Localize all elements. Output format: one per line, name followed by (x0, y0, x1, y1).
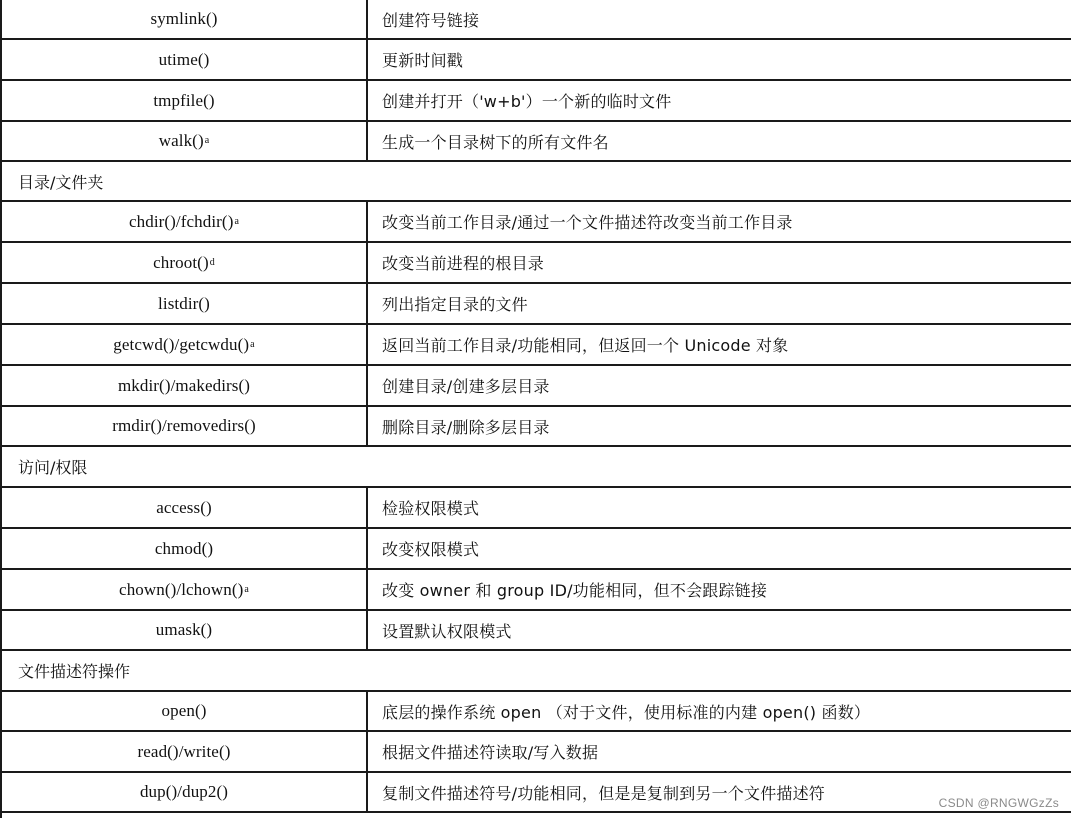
table-row (2, 122, 1071, 162)
function-name-cell: chroot() d (153, 252, 215, 272)
section-label: 访问/权限 (18, 458, 88, 477)
function-name-cell (2, 0, 366, 38)
function-name-cell (2, 732, 366, 771)
function-description: 设置默认权限模式 (382, 621, 512, 641)
section-header-row (2, 651, 1071, 692)
function-name-cell: getcwd()/getcwdu() a (113, 334, 255, 354)
function-name: utime() (158, 49, 210, 69)
function-name: listdir() (158, 293, 210, 313)
table-row (2, 0, 1071, 40)
table-row (2, 284, 1071, 325)
function-description: 复制文件描述符号/功能相同，但是是复制到另一个文件描述符 (382, 783, 825, 803)
column-divider (366, 81, 368, 120)
column-divider (366, 732, 368, 771)
table-row (2, 325, 1071, 366)
function-description: 创建并打开（'w+b'）一个新的临时文件 (382, 92, 672, 111)
function-name-cell (2, 40, 366, 79)
function-name-cell (2, 284, 366, 323)
watermark: CSDN @RNGWGzZs (938, 796, 1059, 810)
function-description: 底层的操作系统 open （对于文件，使用标准的内建 open() 函数） (382, 702, 871, 722)
function-description: 列出指定目录的文件 (382, 295, 528, 314)
column-divider (366, 570, 368, 609)
table-row (2, 407, 1071, 447)
column-divider (366, 773, 368, 811)
column-divider (366, 529, 368, 568)
function-name-cell (2, 366, 366, 405)
table-row (2, 570, 1071, 611)
function-description: 根据文件描述符读取/写入数据 (382, 743, 599, 762)
table-row (2, 243, 1071, 284)
function-description: 返回当前工作目录/功能相同，但返回一个 Unicode 对象 (382, 336, 789, 355)
function-description: 生成一个目录树下的所有文件名 (382, 132, 609, 152)
table-row (2, 40, 1071, 81)
section-label: 目录/文件夹 (18, 172, 104, 192)
function-name: chroot() (153, 252, 209, 272)
table-row (2, 611, 1071, 651)
function-description: 更新时间戳 (382, 51, 464, 70)
function-name-cell (2, 611, 366, 649)
function-name: open() (161, 701, 207, 720)
function-description: 改变权限模式 (382, 540, 480, 559)
column-divider (366, 692, 368, 730)
function-name: tmpfile() (153, 90, 215, 110)
function-name: read()/write() (137, 741, 231, 761)
function-name: access() (156, 497, 212, 517)
function-description: 检验权限模式 (382, 499, 480, 518)
function-name: umask() (155, 620, 213, 639)
function-name: chdir()/fchdir() (128, 211, 234, 231)
function-description: 改变当前工作目录/通过一个文件描述符改变当前工作目录 (382, 213, 793, 232)
function-name: getcwd()/getcwdu() (113, 334, 250, 354)
column-divider (366, 40, 368, 79)
function-description: 删除目录/删除多层目录 (382, 417, 550, 437)
table-row (2, 202, 1071, 243)
function-name-cell (2, 81, 366, 120)
function-name: chmod() (154, 538, 214, 558)
column-divider (366, 122, 368, 160)
function-name: walk() (158, 131, 204, 150)
function-name-cell: chdir()/fchdir() a (128, 211, 240, 231)
column-divider (366, 407, 368, 445)
table-row (2, 692, 1071, 732)
function-name: dup()/dup2() (139, 782, 229, 801)
function-description: 改变当前进程的根目录 (382, 254, 545, 273)
column-divider (366, 202, 368, 241)
function-name: symlink() (150, 9, 218, 28)
section-header-row (2, 162, 1071, 202)
table-row (2, 366, 1071, 407)
column-divider (366, 243, 368, 282)
function-name-cell (2, 407, 366, 445)
table-row (2, 488, 1071, 529)
function-description: 创建目录/创建多层目录 (382, 377, 550, 396)
column-divider (366, 284, 368, 323)
table-row (2, 529, 1071, 570)
function-description: 改变 owner 和 group ID/功能相同，但不会跟踪链接 (382, 581, 768, 600)
function-name: rmdir()/removedirs() (112, 416, 256, 435)
section-label: 文件描述符操作 (18, 662, 131, 681)
function-description: 创建符号链接 (382, 10, 480, 30)
column-divider (366, 611, 368, 649)
table-row (2, 732, 1071, 773)
column-divider (366, 366, 368, 405)
function-name-cell (2, 529, 366, 568)
function-name-cell (2, 692, 366, 730)
function-name: mkdir()/makedirs() (117, 375, 251, 395)
column-divider (366, 0, 368, 38)
function-name-cell (2, 773, 366, 811)
function-name-cell: walk() a (158, 131, 210, 150)
column-divider (366, 488, 368, 527)
column-divider (366, 325, 368, 364)
section-header-row (2, 447, 1071, 488)
function-name: chown()/lchown() (119, 579, 244, 599)
table-row (2, 773, 1071, 813)
function-name-cell: chown()/lchown() a (119, 579, 249, 599)
table-row (2, 81, 1071, 122)
function-name-cell (2, 488, 366, 527)
